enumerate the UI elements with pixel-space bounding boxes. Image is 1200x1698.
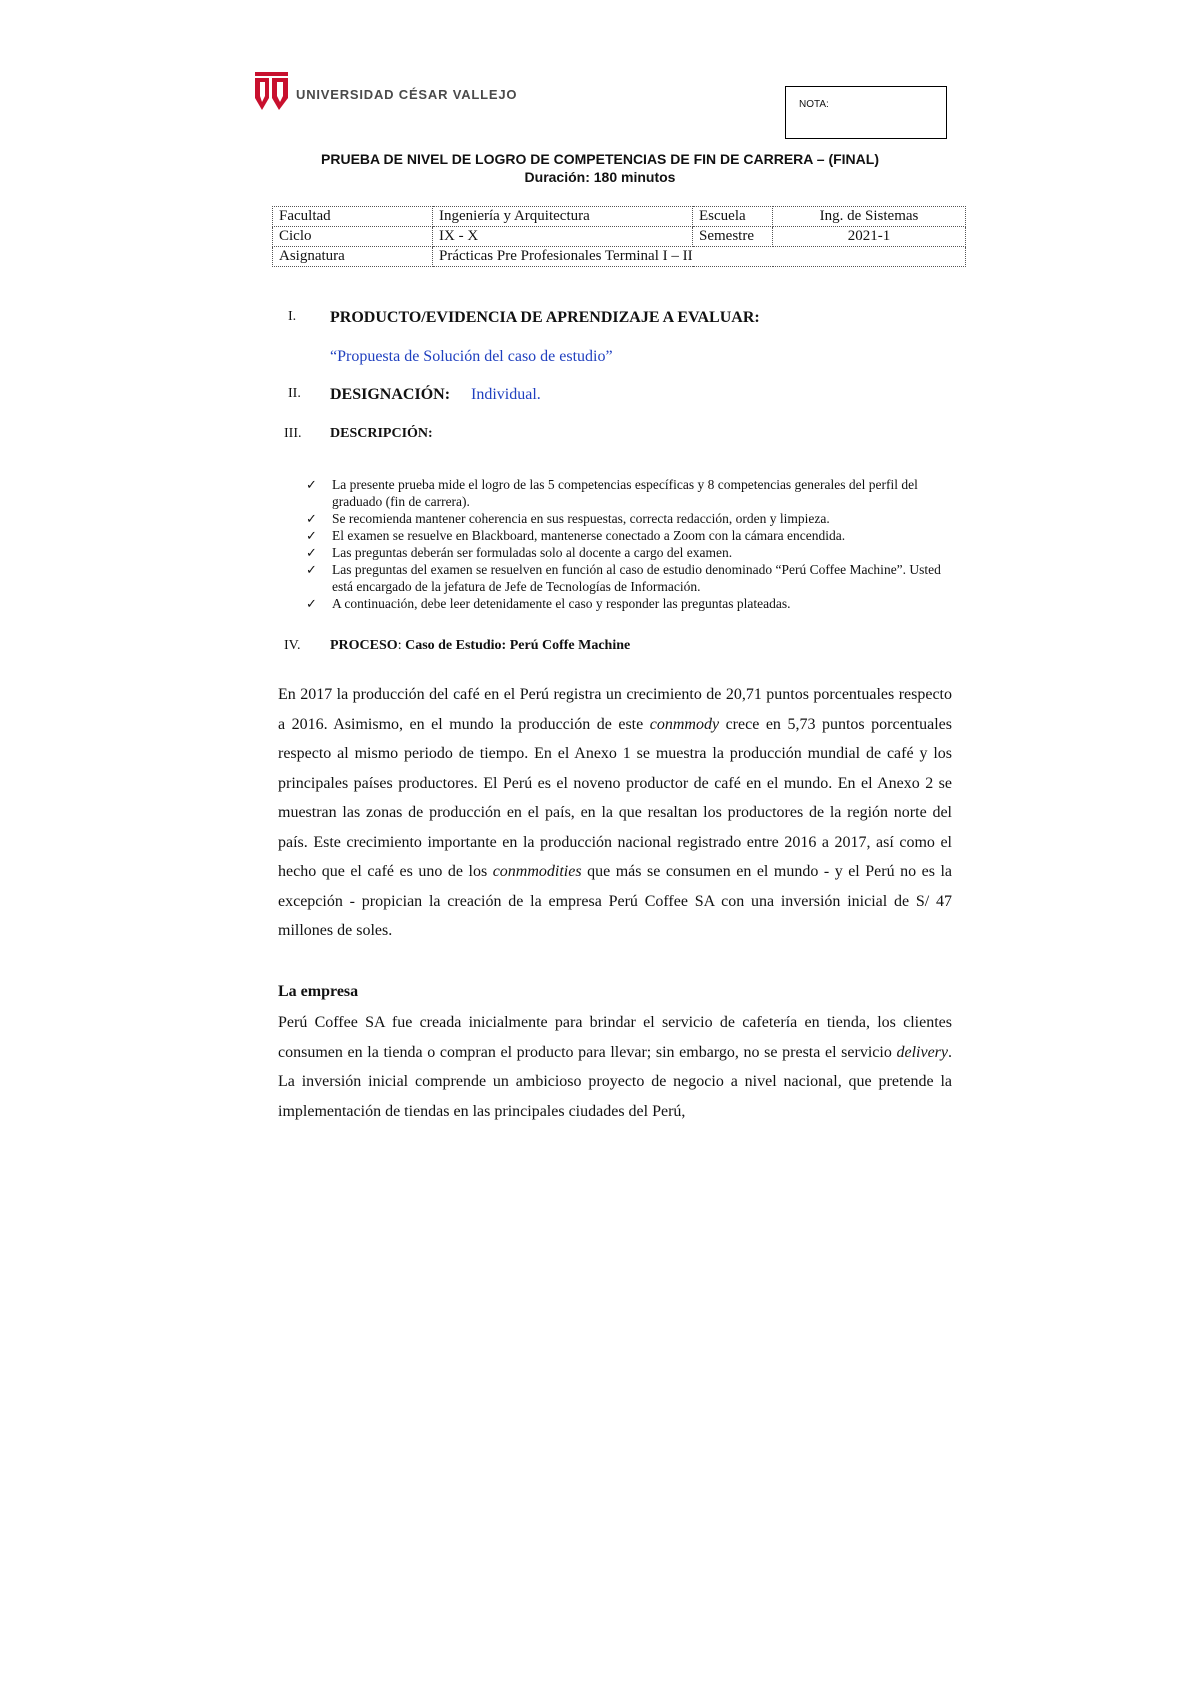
list-item: ✓ A continuación, debe leer detenidamente el caso y responder las preguntas plateadas.	[306, 596, 791, 611]
section-1-value: “Propuesta de Solución del caso de estudio”	[330, 348, 613, 365]
case-study-title: Caso de Estudio: Perú Coffe Machine	[405, 638, 631, 653]
course-info-table	[272, 206, 966, 267]
escuela-value: Ing. de Sistemas	[773, 207, 966, 227]
asignatura-label: Asignatura	[273, 247, 433, 267]
document-page: UNIVERSIDAD CÉSAR VALLEJO NOTA: PRUEBA DE NIVEL DE LOGRO DE COMPETENCIAS DE FIN DE CARRERA – (FINAL) Duración: 180 minutos Facultad Ingeniería y Arquitectura Escuela Ing. de Sistemas Ciclo IX - X Semestre 2021-1 Asignatura Prácticas Pre Profesionales Terminal I – II I. PRODUCTO/EVIDENCIA DE APRENDIZAJE A EVALUAR: “Propuesta de Solución del caso de estudio” II. DESIGNACIÓN: Individual. III. DESCRIPCIÓN: ✓ La presente prueba mide el logro de las 5 competencias específicas y 8 competencias generales del perfil del graduado (fin de carrera). ✓ Se recomienda mantener coherencia en sus respuestas, correcta redacción, orden y limpieza. ✓ El examen se resuelve en Blackboard, mantenerse conectado a Zoom con la cámara encendida. ✓ Las preguntas deberán ser formuladas solo al docente a cargo del examen. ✓ Las preguntas del examen se resuelven en función al caso de estudio denominado “Perú Coffee Machine”. Usted está encargado de la jefatura de Jefe de Tecnologías de Información. ✓ A continuación, debe leer detenidamente el caso y responder las preguntas plateadas. IV. PROCESO: Caso de Estudio: Perú Coffe Machine En 2017 la producción del café en el Perú registra un crecimiento de 20,71 puntos porcentuales respecto a 2016. Asimismo, en el mundo la producción de este conmmody crece en 5,73 puntos porcentuales respecto al mismo periodo de tiempo. En el Anexo 1 se muestra la producción mundial de café y los principales países productores. El Perú es el noveno productor de café en el mundo. En el Anexo 2 se muestran las zonas de producción en el país, en la que resaltan los productores de la región norte del país. Este crecimiento importante en la producción nacional registrado entre 2016 a 2017, así como el hecho que el café es uno de los conmmodities que más se consumen en el mundo - y el Perú no es la excepción - propician la creación de la empresa Perú Coffee SA con una inversión inicial de S/ 47 millones de soles. La empresa Perú Coffee SA fue creada inicialmente para brindar el servicio de cafetería en tienda, los clientes consumen en la tienda o compran el producto para llevar; sin embargo, no se presta el servicio delivery. La inversión inicial comprende un ambicioso proyecto de negocio a nivel nacional, que pretende la implementación de tiendas en las principales ciudades del Perú,	[0, 0, 1200, 1698]
checkmark-icon: ✓	[306, 596, 317, 611]
table-row	[273, 207, 966, 227]
section-number: I.	[288, 309, 297, 324]
section-number: III.	[284, 426, 302, 441]
section-number: II.	[288, 386, 301, 401]
asignatura-value: Prácticas Pre Profesionales Terminal I – II	[433, 247, 966, 267]
facultad-label: Facultad	[273, 207, 433, 227]
description-checklist	[306, 476, 956, 612]
section-number: IV.	[284, 638, 301, 653]
table-row	[273, 227, 966, 247]
nota-box	[785, 86, 947, 139]
list-item: ✓ Las preguntas deberán ser formuladas solo al docente a cargo del examen.	[306, 545, 733, 560]
list-item: ✓ Se recomienda mantener coherencia en sus respuestas, correcta redacción, orden y limpieza.	[306, 511, 830, 526]
checkmark-icon: ✓	[306, 528, 317, 543]
checkmark-icon: ✓	[306, 477, 317, 492]
facultad-value: Ingeniería y Arquitectura	[433, 207, 693, 227]
exam-title-block	[270, 150, 930, 186]
nota-label: NOTA:	[799, 99, 829, 110]
section-title: PRODUCTO/EVIDENCIA DE APRENDIZAJE A EVALUAR:	[330, 309, 760, 326]
ciclo-label: Ciclo	[273, 227, 433, 247]
subheading-la-empresa: La empresa	[278, 983, 359, 1000]
list-item: ✓ La presente prueba mide el logro de las 5 competencias específicas y 8 competencias generales del perfil del graduado (fin de carrera).	[306, 477, 918, 509]
escuela-label: Escuela	[693, 207, 773, 227]
exam-duration: Duración: 180 minutos	[524, 169, 676, 185]
semestre-label: Semestre	[693, 227, 773, 247]
section-title: DESIGNACIÓN:	[330, 386, 451, 403]
designation-value: Individual.	[471, 386, 541, 403]
list-item: ✓ Las preguntas del examen se resuelven en función al caso de estudio denominado “Perú Coffee Machine”. Usted está encargado de la jefatura de Jefe de Tecnologías de Información.	[306, 562, 941, 594]
table-row	[273, 247, 966, 267]
body-paragraph: En 2017 la producción del café en el Perú registra un crecimiento de 20,71 puntos porcentuales respecto a 2016. Asimismo, en el mundo la producción de este conmmody crece en 5,73 puntos porcentuales respecto al mismo periodo de tiempo. En el Anexo 1 se muestra la producción mundial de café y los principales países productores. El Perú es el noveno productor de café en el mundo. En el Anexo 2 se muestran las zonas de producción en el país, en la que resaltan los productores de la región norte del país. Este crecimiento importante en la producción nacional registrado entre 2016 a 2017, así como el hecho que el café es uno de los conmmodities que más se consumen en el mundo - y el Perú no es la excepción - propician la creación de la empresa Perú Coffee SA con una inversión inicial de S/ 47 millones de soles.	[278, 686, 953, 939]
semestre-value: 2021-1	[773, 227, 966, 247]
exam-title: PRUEBA DE NIVEL DE LOGRO DE COMPETENCIAS DE FIN DE CARRERA – (FINAL)	[321, 151, 879, 167]
section-title: PROCESO	[330, 638, 398, 653]
section-title: DESCRIPCIÓN:	[330, 426, 433, 441]
ciclo-value: IX - X	[433, 227, 693, 247]
university-name: UNIVERSIDAD CÉSAR VALLEJO	[296, 86, 518, 102]
body-paragraph: Perú Coffee SA fue creada inicialmente para brindar el servicio de cafetería en tienda, los clientes consumen en la tienda o compran el producto para llevar; sin embargo, no se presta el servicio delivery. La inversión inicial comprende un ambicioso proyecto de negocio a nivel nacional, que pretende la implementación de tiendas en las principales ciudades del Perú,	[278, 1014, 952, 1120]
ucv-shield-icon	[255, 72, 288, 112]
list-item: ✓ El examen se resuelve en Blackboard, mantenerse conectado a Zoom con la cámara encendida.	[306, 528, 846, 543]
checkmark-icon: ✓	[306, 545, 317, 560]
checkmark-icon: ✓	[306, 511, 317, 526]
university-logo	[255, 72, 517, 112]
checkmark-icon: ✓	[306, 562, 317, 577]
